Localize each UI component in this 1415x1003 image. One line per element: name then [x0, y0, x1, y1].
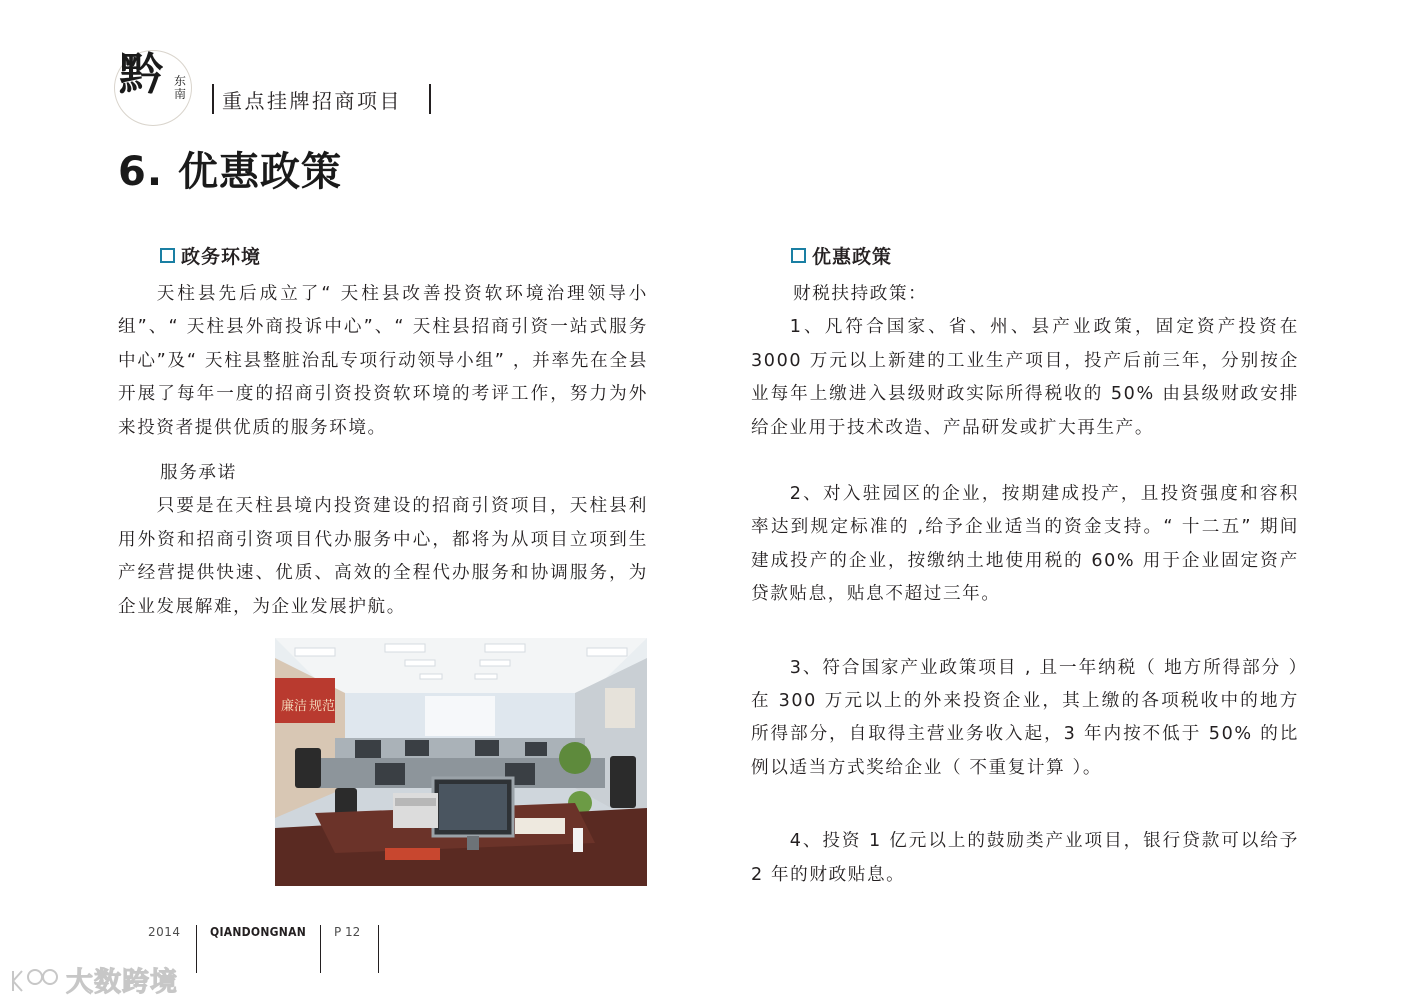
- footer-divider-2: [320, 925, 321, 973]
- photo-sign-text-1: 廉洁: [281, 699, 308, 714]
- policy-item-1: 1、凡符合国家、省、州、县产业政策，固定资产投资在 3000 万元以上新建的工业生产项目，投产后前三年，分别按企业每年上缴进入县级财政实际所得税收的 50% 由县级财政安排给企业用于技术改造、产品研发或扩大再生产。: [751, 317, 1299, 438]
- left-section-label: 政务环境: [181, 245, 262, 268]
- logo-seal: [114, 50, 192, 126]
- logo-main-character: 黔: [119, 49, 163, 100]
- paragraph-gap: [751, 445, 1299, 478]
- section-title: 重点挂牌招商项目: [222, 89, 402, 113]
- left-section-heading: [160, 242, 261, 268]
- policy-item-2: 2、对入驻园区的企业，按期建成投产，且投资强度和容积率达到规定标准的 ,给予企业适当的资金支持。“ 十二五” 期间建成投产的企业，按缴纳土地使用税的 60% 用于企业固定资产贷款贴息，贴息不超过三年。: [751, 484, 1299, 605]
- service-commitment-paragraph: 只要是在天柱县境内投资建设的招商引资项目，天柱县利用外资和招商引资项目代办服务中心，都将为从项目立项到生产经营提供快速、优质、高效的全程代办服务和协调服务，为企业发展解难，为企业发展护航。: [118, 496, 648, 617]
- square-bullet-icon: [791, 248, 806, 263]
- right-section-heading: [791, 242, 892, 268]
- right-column-text: [751, 278, 1299, 892]
- government-environment-paragraph: 天柱县先后成立了“ 天柱县改善投资软环境治理领导小组”、“ 天柱县外商投诉中心”、“ 天柱县招商引资一站式服务中心”及“ 天柱县整脏治乱专项行动领导小组” ，并率先在全县开展了每年一度的招商引资投资软环境的考评工作，努力为外来投资者提供优质的服务环境。: [118, 284, 648, 438]
- paragraph-gap: [751, 612, 1299, 652]
- footer-divider-1: [196, 925, 197, 973]
- photo-sign-text-2: 规范: [309, 699, 336, 714]
- footer-brand: QIANDONGNAN: [210, 925, 307, 939]
- service-commitment-subheading: 服务承诺: [160, 463, 237, 484]
- header-divider-right: [429, 84, 431, 114]
- tax-support-intro: 财税扶持政策：: [793, 284, 928, 304]
- left-column-text: [118, 278, 648, 624]
- office-photo: [275, 638, 647, 886]
- footer-divider-3: [378, 925, 379, 973]
- logo-side-characters: 东南: [174, 74, 187, 101]
- footer-year: 2014: [148, 925, 181, 939]
- watermark-logo-icon: [10, 965, 62, 995]
- watermark-text: 大数跨境: [66, 967, 178, 998]
- header-divider-left: [212, 84, 214, 114]
- paragraph-gap: [751, 785, 1299, 825]
- square-bullet-icon: [160, 248, 175, 263]
- page-heading: 6. 优惠政策: [118, 149, 342, 195]
- watermark: [10, 960, 178, 999]
- right-section-label: 优惠政策: [812, 245, 893, 268]
- policy-item-3: 3、符合国家产业政策项目 , 且一年纳税（ 地方所得部分 ）在 300 万元以上的外来投资企业，其上缴的各项税收中的地方所得部分，自取得主营业务收入起，3 年内按不低于 50% 的比例以适当方式奖给企业（ 不重复计算 ）。: [751, 657, 1299, 778]
- footer-page-number: P 12: [334, 925, 361, 939]
- policy-item-4: 4、投资 1 亿元以上的鼓励类产业项目，银行贷款可以给予 2 年的财政贴息。: [751, 831, 1299, 885]
